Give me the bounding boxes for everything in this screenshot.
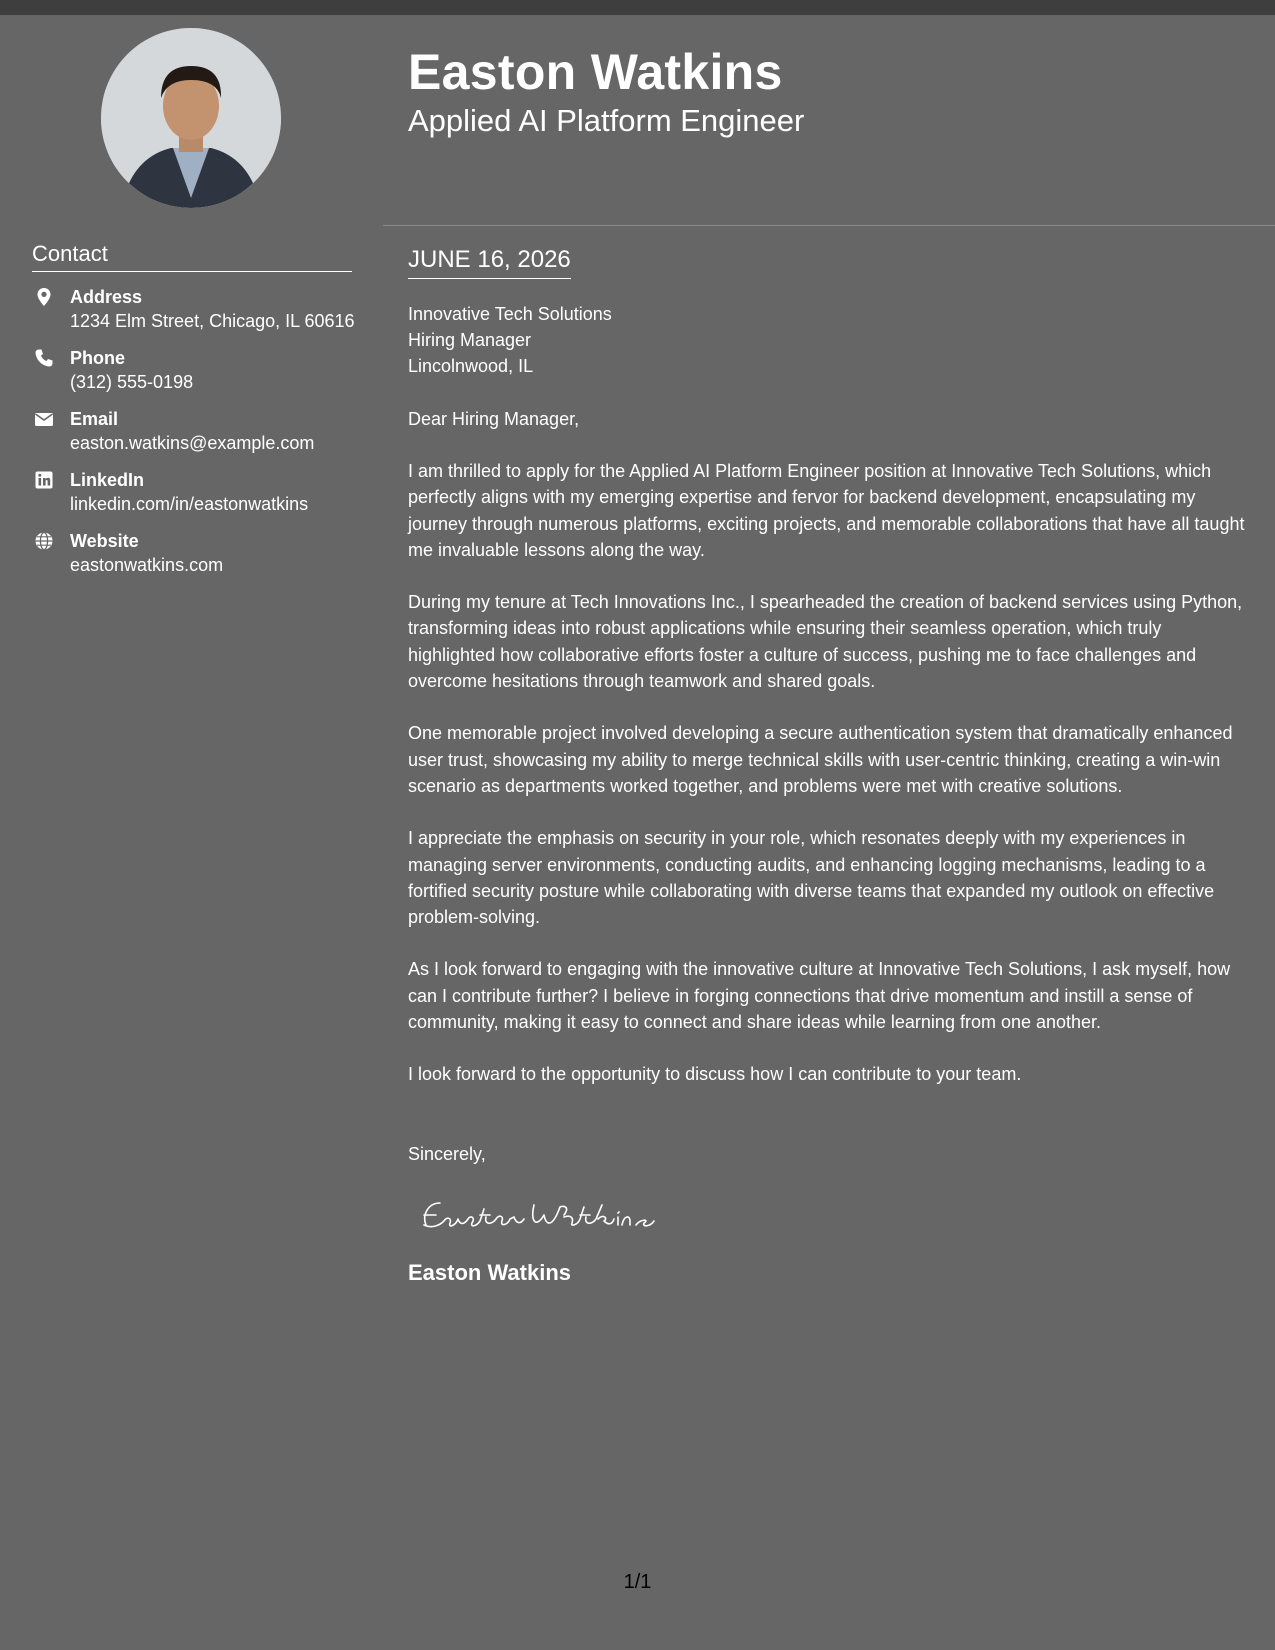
page-number: 1/1 [623, 1571, 652, 1593]
letter-paragraph: I appreciate the emphasis on security in your role, which resonates deeply with my experiences in managing server environments, conducting audits, and enhancing logging mechanisms, leading to a fortified security posture while collaborating with diverse teams that expanded my outlook on effective problem-solving. [408, 828, 1215, 928]
header-divider [383, 225, 1275, 226]
contact-value: (312) 555-0198 [70, 372, 194, 392]
recipient-title: Hiring Manager [408, 330, 532, 350]
contact-value[interactable]: eastonwatkins.com [70, 555, 224, 575]
letter-paragraph: One memorable project involved developing a secure authentication system that dramatically enhanced user trust, showcasing my ability to merge technical skills with user-centric thinking, creating a win-win scenario as departments worked together, and problems were met with creative solutions. [408, 723, 1233, 796]
letter-date: JUNE 16, 2026 [408, 244, 571, 279]
contact-label: Website [70, 531, 139, 551]
map-pin-icon [34, 287, 54, 307]
letter-paragraph: During my tenure at Tech Innovations Inc., I spearheaded the creation of backend services using Python, transforming ideas into robust applications while ensuring their seamless operation, which truly highlighted how collaborative efforts foster a culture of success, pushing me to face challenges and overcome hesitations through teamwork and shared goals. [408, 592, 1243, 692]
recipient-block [408, 301, 1251, 379]
contact-item-linkedin [32, 468, 362, 517]
contact-item-website [32, 529, 362, 578]
contact-value: 1234 Elm Street, Chicago, IL 60616 [70, 311, 355, 331]
letter-paragraph: As I look forward to engaging with the innovative culture at Innovative Tech Solutions, I ask myself, how can I contribute further? I believe in forging connections that drive momentum and instill a sense of community, making it easy to connect and share ideas while learning from one another. [408, 959, 1231, 1033]
contact-item-email [32, 407, 362, 456]
contact-label: Address [70, 287, 143, 307]
letter-paragraph: I am thrilled to apply for the Applied AI Platform Engineer position at Innovative Tech Solutions, which perfectly aligns with my emerging expertise and fervor for backend development, encapsulating my journey through numerous platforms, exciting projects, and memorable collaborations that have all taught me invaluable lessons along the way. [408, 461, 1245, 560]
profile-photo [101, 28, 281, 208]
contact-label: Phone [70, 348, 126, 368]
phone-icon [34, 348, 54, 368]
signed-name: Easton Watkins [408, 1259, 571, 1285]
letter-body [408, 244, 1251, 1287]
contact-heading: Contact [32, 241, 352, 272]
contact-item-address [32, 285, 362, 334]
sidebar [0, 15, 383, 1650]
recipient-company: Innovative Tech Solutions [408, 304, 612, 324]
salutation: Dear Hiring Manager, [408, 409, 580, 429]
top-bar [0, 0, 1275, 15]
contact-list [32, 285, 362, 590]
profile-photo-image [101, 28, 281, 208]
linkedin-icon [34, 470, 54, 490]
applicant-name: Easton Watkins [408, 44, 783, 100]
applicant-role: Applied AI Platform Engineer [408, 103, 805, 138]
contact-value[interactable]: linkedin.com/in/eastonwatkins [70, 494, 309, 514]
closing: Sincerely, [408, 1143, 486, 1164]
contact-label: Email [70, 409, 119, 429]
contact-value[interactable]: easton.watkins@example.com [70, 433, 315, 453]
letter-paragraph: I look forward to the opportunity to discuss how I can contribute to your team. [408, 1064, 1022, 1085]
envelope-icon [34, 409, 54, 429]
handwritten-signature [414, 1185, 1251, 1245]
recipient-location: Lincolnwood, IL [408, 356, 534, 376]
contact-label: LinkedIn [70, 470, 145, 490]
contact-item-phone [32, 346, 362, 395]
signature-image [414, 1185, 664, 1245]
globe-icon [34, 531, 54, 551]
